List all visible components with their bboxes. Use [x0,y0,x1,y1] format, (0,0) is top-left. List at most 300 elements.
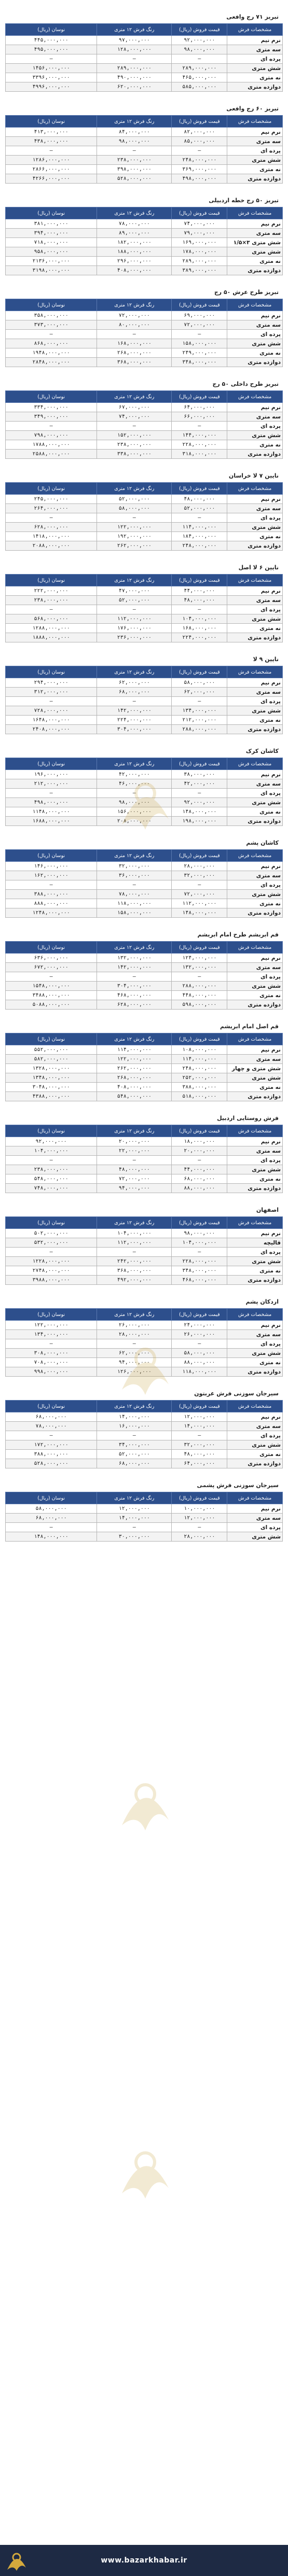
table-row [6,1229,283,1238]
price-cell: ۹۲,۰۰۰,۰۰۰ [172,798,227,807]
price-cell: ۹۸,۰۰۰,۰۰۰ [97,137,172,146]
price-section [5,1285,283,1377]
price-cell: ۱۹۴۸,۰۰۰,۰۰۰ [6,348,97,358]
carpet-size-cell: سه متری [227,1055,283,1064]
column-header: نوسان (ریال) [6,942,97,954]
price-cell: — [6,697,97,706]
price-table [5,758,283,826]
column-header: مشخصات فرش [227,1492,283,1504]
table-row [6,495,283,504]
price-cell: ۱۲۸۸,۰۰۰,۰۰۰ [6,624,97,633]
table-row [6,1450,283,1459]
column-header: قیمت فروش (ریال) [172,666,227,678]
price-cell: ۱۰۴,۰۰۰,۰۰۰ [172,1238,227,1248]
price-cell: — [172,422,227,431]
price-cell: ۱۸۸,۰۰۰,۰۰۰ [97,247,172,257]
price-cell: ۸۹,۰۰۰,۰۰۰ [97,229,172,238]
price-cell: ۹۹۸,۰۰۰,۰۰۰ [6,1367,97,1377]
price-cell: ۳۲,۰۰۰,۰۰۰ [172,871,227,880]
table-row [6,1248,283,1257]
column-header: قیمت فروش (ریال) [172,1217,227,1229]
price-cell: ۹۲,۰۰۰,۰۰۰ [6,1137,97,1146]
carpet-size-cell: قالیچه [227,1238,283,1248]
section-title: سیرجان سوزنی فرش عربتون [194,1390,279,1397]
carpet-size-cell: شش متری ۳×۱/۵ [227,238,283,247]
table-row [6,541,283,551]
price-cell: ۶۸,۰۰۰,۰۰۰ [6,1412,97,1422]
price-cell: ۶۸,۰۰۰,۰۰۰ [97,688,172,697]
price-cell: ۲۴۰۸,۰۰۰,۰۰۰ [6,725,97,734]
carpet-size-cell: شش متری [227,1440,283,1450]
carpet-size-cell: پرده ای [227,54,283,64]
carpet-size-cell: شش متری [227,523,283,532]
price-cell: ۹۸,۰۰۰,۰۰۰ [172,45,227,54]
price-cell: — [6,54,97,64]
price-cell: ۲۸۹,۰۰۰,۰۰۰ [172,64,227,73]
price-cell: — [97,605,172,614]
price-cell: ۶۲۸,۰۰۰,۰۰۰ [97,1000,172,1010]
price-cell: ۳۸,۰۰۰,۰۰۰ [172,770,227,779]
price-cell: ۸۲,۰۰۰,۰۰۰ [172,128,227,137]
table-row [6,954,283,963]
column-header: مشخصات فرش [227,1125,283,1137]
carpet-size-cell: دوازده متری [227,1367,283,1377]
price-cell: ۳۳۸,۰۰۰,۰۰۰ [97,450,172,459]
price-cell: ۴۳۸,۰۰۰,۰۰۰ [6,137,97,146]
table-row [6,36,283,45]
table-row [6,633,283,642]
carpet-size-cell: شش متری [227,706,283,716]
price-cell: ۵۰۲,۰۰۰,۰۰۰ [6,1229,97,1238]
price-cell: ۶۹,۰۰۰,۰۰۰ [172,311,227,320]
carpet-size-cell: سه متری [227,963,283,972]
price-cell: ۲۶۸,۰۰۰,۰۰۰ [97,348,172,358]
table-row [6,688,283,697]
column-header: نوسان (ریال) [6,1492,97,1504]
table-row [6,146,283,156]
price-section [5,1010,283,1101]
column-header: نوسان (ریال) [6,1217,97,1229]
column-header: رنگ فرش ۱۲ متری [97,1492,172,1504]
column-header: قیمت فروش (ریال) [172,391,227,403]
price-cell: — [172,1431,227,1440]
price-cell: ۱۲۲,۰۰۰,۰۰۰ [97,1055,172,1064]
price-cell: ۳۱۹۸,۰۰۰,۰۰۰ [6,266,97,275]
watermark-logo-icon [106,2131,184,2214]
carpet-size-cell: شش متری [227,247,283,257]
price-cell: ۲۴۲,۰۰۰,۰۰۰ [97,1257,172,1266]
price-cell: ۲۵۸۸,۰۰۰,۰۰۰ [6,450,97,459]
carpet-size-cell: شش متری [227,982,283,991]
price-cell: ۵۶۸,۰۰۰,۰۰۰ [6,614,97,624]
carpet-size-cell: پرده ای [227,422,283,431]
column-header: قیمت فروش (ریال) [172,24,227,36]
price-cell: ۳۴۸,۰۰۰,۰۰۰ [172,1266,227,1276]
carpet-size-cell: نه متری [227,1450,283,1459]
table-row [6,1073,283,1083]
price-cell: ۵۵۲,۰۰۰,۰۰۰ [6,1045,97,1055]
table-row [6,1412,283,1422]
price-cell: ۴۱۳,۰۰۰,۰۰۰ [6,128,97,137]
carpet-size-cell: دوازده متری [227,908,283,918]
column-header: قیمت فروش (ریال) [172,483,227,495]
price-cell: ۱۸,۰۰۰,۰۰۰ [172,1137,227,1146]
price-cell: ۵۸,۰۰۰,۰۰۰ [6,1504,97,1514]
price-cell: ۲۴۵,۰۰۰,۰۰۰ [6,495,97,504]
price-cell: ۲۶۲,۰۰۰,۰۰۰ [97,1064,172,1073]
price-cell: ۱۸۲,۰۰۰,۰۰۰ [97,238,172,247]
table-row [6,422,283,431]
table-row [6,614,283,624]
table-row [6,257,283,266]
table-row [6,1184,283,1193]
column-header: رنگ فرش ۱۲ متری [97,299,172,311]
price-cell: — [172,880,227,890]
price-cell: ۱۵۲,۰۰۰,۰۰۰ [97,431,172,440]
table-row [6,1367,283,1377]
price-cell: ۲۳۶,۰۰۰,۰۰۰ [97,633,172,642]
price-cell: — [172,1156,227,1165]
price-cell: ۲۶۲,۰۰۰,۰۰۰ [97,541,172,551]
carpet-size-cell: سه متری [227,871,283,880]
column-header: رنگ فرش ۱۲ متری [97,391,172,403]
carpet-size-cell: شش متری [227,1349,283,1358]
section-title: اصفهان [256,1207,279,1213]
table-row [6,789,283,798]
price-cell: ۵۸۲,۰۰۰,۰۰۰ [6,1055,97,1064]
price-cell: ۳۰۸,۰۰۰,۰۰۰ [6,1349,97,1358]
table-row [6,320,283,330]
carpet-size-cell: پرده ای [227,1156,283,1165]
table-row [6,1257,283,1266]
section-title: فرش روستایی اردبیل [217,1115,279,1122]
column-header: مشخصات فرش [227,942,283,954]
price-cell: ۱۵۸,۰۰۰,۰۰۰ [172,339,227,348]
price-cell: ۱۶۸۸,۰۰۰,۰۰۰ [6,817,97,826]
carpet-size-cell: نرم نیم [227,311,283,320]
price-cell: ۵۴۸,۰۰۰,۰۰۰ [97,1092,172,1101]
price-cell: ۱۷۶,۰۰۰,۰۰۰ [97,624,172,633]
price-cell: — [97,697,172,706]
carpet-size-cell: دوازده متری [227,174,283,184]
carpet-size-cell: نه متری [227,991,283,1000]
table-row [6,532,283,541]
price-cell: ۱۳۴۸,۰۰۰,۰۰۰ [6,1073,97,1083]
carpet-size-cell: نرم نیم [227,219,283,229]
price-cell: ۲۰,۰۰۰,۰۰۰ [97,1137,172,1146]
table-row [6,697,283,706]
price-cell: — [6,880,97,890]
carpet-size-cell: پرده ای [227,1431,283,1440]
carpet-size-cell: نرم نیم [227,36,283,45]
price-cell: ۴۴,۰۰۰,۰۰۰ [172,1165,227,1174]
table-row [6,440,283,450]
price-cell: ۱۰,۰۰۰,۰۰۰ [172,1504,227,1514]
carpet-size-cell: شش متری [227,890,283,899]
carpet-size-cell: شش متری [227,156,283,165]
carpet-size-cell: دوازده متری [227,1184,283,1193]
section-title: تبریز ۶۰ رج وافعی [226,105,279,112]
table-row [6,1055,283,1064]
table-row [6,412,283,422]
price-cell: ۳۶۹,۰۰۰,۰۰۰ [172,165,227,174]
carpet-size-cell: شش متری [227,1257,283,1266]
price-cell: ۷۴,۰۰۰,۰۰۰ [172,219,227,229]
price-cell: — [6,146,97,156]
table-row [6,339,283,348]
price-cell: ۵۸,۰۰۰,۰۰۰ [172,678,227,688]
price-section [5,459,283,551]
price-cell: ۵۸,۰۰۰,۰۰۰ [97,504,172,513]
price-cell: ۴۶۸,۰۰۰,۰۰۰ [97,991,172,1000]
table-row [6,1431,283,1440]
carpet-size-cell: شش متری [227,64,283,73]
carpet-size-cell: نرم نیم [227,403,283,412]
carpet-size-cell: پرده ای [227,330,283,339]
price-cell: ۶۲۸,۰۰۰,۰۰۰ [6,523,97,532]
column-header: نوسان (ریال) [6,666,97,678]
column-header: مشخصات فرش [227,758,283,770]
carpet-size-cell: نرم نیم [227,495,283,504]
price-cell: ۱۱۸,۰۰۰,۰۰۰ [97,899,172,908]
price-cell: ۶۲۰,۰۰۰,۰۰۰ [97,82,172,92]
column-header: قیمت فروش (ریال) [172,1401,227,1412]
price-section [5,275,283,367]
price-cell: ۵۸۵,۰۰۰,۰۰۰ [172,82,227,92]
price-cell: — [97,1248,172,1257]
carpet-size-cell: نه متری [227,532,283,541]
footer-bar [0,2545,288,2576]
column-header: رنگ فرش ۱۲ متری [97,575,172,586]
table-row [6,1165,283,1174]
price-cell: ۵۲۸,۰۰۰,۰۰۰ [6,1459,97,1468]
price-cell: ۵۸,۰۰۰,۰۰۰ [172,1349,227,1358]
price-cell: — [172,513,227,523]
price-cell: ۸۸,۰۰۰,۰۰۰ [172,1358,227,1367]
carpet-size-cell: نه متری [227,807,283,817]
price-cell: ۳۲,۰۰۰,۰۰۰ [97,862,172,871]
table-row [6,403,283,412]
price-cell: ۲۹۶,۰۰۰,۰۰۰ [97,257,172,266]
column-header: نوسان (ریال) [6,575,97,586]
price-table [5,849,283,918]
price-cell: ۶۲,۰۰۰,۰۰۰ [97,1349,172,1358]
column-header: مشخصات فرش [227,575,283,586]
price-cell: ۷۰۸,۰۰۰,۰۰۰ [6,1358,97,1367]
price-cell: ۴۸,۰۰۰,۰۰۰ [172,596,227,605]
carpet-size-cell: سه متری [227,504,283,513]
table-row [6,73,283,82]
price-cell: ۴۹۹۶,۰۰۰,۰۰۰ [6,82,97,92]
column-header: نوسان (ریال) [6,1401,97,1412]
price-cell: — [97,880,172,890]
price-cell: ۱۴۸,۰۰۰,۰۰۰ [172,807,227,817]
price-cell: — [172,146,227,156]
price-cell: ۶۲,۰۰۰,۰۰۰ [97,678,172,688]
price-cell: — [172,605,227,614]
price-cell: ۹۵۸,۰۰۰,۰۰۰ [6,247,97,257]
table-header-row [6,116,283,128]
carpet-size-cell: نرم نیم [227,1229,283,1238]
price-cell: ۱۴۴,۰۰۰,۰۰۰ [172,431,227,440]
price-cell: ۷۹۸,۰۰۰,۰۰۰ [6,431,97,440]
carpet-size-cell: شش متری [227,1073,283,1083]
carpet-size-cell: دوازده متری [227,358,283,367]
price-cell: ۴۴,۰۰۰,۰۰۰ [172,586,227,596]
table-row [6,165,283,174]
column-header: مشخصات فرش [227,24,283,36]
table-row [6,1339,283,1349]
price-cell: — [97,1523,172,1532]
column-header: مشخصات فرش [227,299,283,311]
price-cell: — [6,513,97,523]
price-cell: ۷۸,۰۰۰,۰۰۰ [6,1422,97,1431]
table-row [6,1330,283,1339]
price-cell: ۲۸۴۸,۰۰۰,۰۰۰ [6,358,97,367]
price-cell: ۷۲۸,۰۰۰,۰۰۰ [6,706,97,716]
price-cell: ۵۴۸,۰۰۰,۰۰۰ [6,1174,97,1184]
price-cell: ۵۳۲,۰۰۰,۰۰۰ [6,1238,97,1248]
site-url[interactable]: www.bazarkhabar.ir [101,2556,187,2565]
price-cell: ۴۳۸۸,۰۰۰,۰۰۰ [6,1092,97,1101]
table-row [6,238,283,247]
column-header: رنگ فرش ۱۲ متری [97,758,172,770]
carpet-size-cell: نرم نیم [227,770,283,779]
column-header: رنگ فرش ۱۲ متری [97,1125,172,1137]
table-row [6,1137,283,1146]
carpet-size-cell: شش متری [227,614,283,624]
column-header: نوسان (ریال) [6,299,97,311]
price-cell: ۶۸,۰۰۰,۰۰۰ [172,1174,227,1184]
carpet-size-cell: سه متری [227,412,283,422]
price-cell: ۳۱۸,۰۰۰,۰۰۰ [172,450,227,459]
price-cell: ۲۴۸,۰۰۰,۰۰۰ [172,1064,227,1073]
table-row [6,1422,283,1431]
column-header: قیمت فروش (ریال) [172,207,227,219]
price-cell: ۲۳۸,۰۰۰,۰۰۰ [97,440,172,450]
price-cell: — [172,1339,227,1349]
price-cell: — [172,697,227,706]
price-cell: ۱۱۲,۰۰۰,۰۰۰ [172,899,227,908]
table-row [6,899,283,908]
carpet-size-cell: نه متری [227,165,283,174]
carpet-size-cell: دوازده متری [227,1092,283,1101]
price-cell: ۳۳۹۶,۰۰۰,۰۰۰ [6,73,97,82]
price-cell: ۱۶۴۸,۰۰۰,۰۰۰ [6,716,97,725]
column-header: نوسان (ریال) [6,391,97,403]
price-cell: ۶۶,۰۰۰,۰۰۰ [172,412,227,422]
table-row [6,605,283,614]
price-cell: ۴۰۸,۰۰۰,۰۰۰ [97,266,172,275]
price-cell: ۲۸۹,۰۰۰,۰۰۰ [172,257,227,266]
table-header-row [6,1033,283,1045]
table-row [6,45,283,54]
price-cell: ۱۴,۰۰۰,۰۰۰ [97,1514,172,1523]
price-cell: ۳۷۳,۰۰۰,۰۰۰ [6,320,97,330]
carpet-size-cell: سه متری [227,320,283,330]
table-header-row [6,1217,283,1229]
table-row [6,1440,283,1450]
price-cell: — [172,54,227,64]
table-row [6,779,283,789]
carpet-size-cell: دوازده متری [227,82,283,92]
price-cell: ۳۹۸,۰۰۰,۰۰۰ [97,165,172,174]
table-row [6,624,283,633]
carpet-size-cell: نه متری [227,716,283,725]
column-header: مشخصات فرش [227,391,283,403]
price-cell: ۱۲,۰۰۰,۰۰۰ [172,1412,227,1422]
price-cell: ۱۴۲,۰۰۰,۰۰۰ [97,963,172,972]
price-table [5,1400,283,1468]
column-header: رنگ فرش ۱۲ متری [97,942,172,954]
table-row [6,991,283,1000]
price-cell: ۴۶,۰۰۰,۰۰۰ [97,779,172,789]
table-row [6,982,283,991]
column-header: قیمت فروش (ریال) [172,758,227,770]
price-section [5,1468,283,1542]
price-cell: — [97,1156,172,1165]
price-cell: ۳۲,۰۰۰,۰۰۰ [172,1440,227,1450]
table-row [6,871,283,880]
price-cell: ۱۴,۰۰۰,۰۰۰ [172,1422,227,1431]
price-cell: — [172,789,227,798]
price-cell: ۱۴۸,۰۰۰,۰۰۰ [172,908,227,918]
carpet-size-cell: سه متری [227,1330,283,1339]
price-cell: ۲۶,۰۰۰,۰۰۰ [172,1330,227,1339]
price-cell: ۳۴۸,۰۰۰,۰۰۰ [172,358,227,367]
carpet-size-cell: شش متری و چهار [227,1064,283,1073]
table-row [6,706,283,716]
table-row [6,450,283,459]
price-cell: — [6,605,97,614]
price-cell: ۲۴,۰۰۰,۰۰۰ [172,1321,227,1330]
carpet-size-cell: دوازده متری [227,1459,283,1468]
price-cell: ۲۴۸,۰۰۰,۰۰۰ [172,156,227,165]
price-cell: ۲۸۸,۰۰۰,۰۰۰ [172,725,227,734]
carpet-size-cell: نرم نیم [227,1504,283,1514]
price-cell: ۲۸۹,۰۰۰,۰۰۰ [97,64,172,73]
price-section [5,734,283,826]
price-section [5,367,283,459]
table-row [6,1358,283,1367]
price-cell: ۴۴۵,۰۰۰,۰۰۰ [6,36,97,45]
carpet-size-cell: دوازده متری [227,1276,283,1285]
carpet-size-cell: پرده ای [227,697,283,706]
price-cell: ۲۰۸,۰۰۰,۰۰۰ [97,817,172,826]
price-cell: ۴۶۵,۰۰۰,۰۰۰ [172,73,227,82]
price-cell: ۳۸۱,۰۰۰,۰۰۰ [6,219,97,229]
price-cell: ۸۶۸,۰۰۰,۰۰۰ [6,339,97,348]
price-cell: ۷۸,۰۰۰,۰۰۰ [97,890,172,899]
carpet-size-cell: پرده ای [227,605,283,614]
table-row [6,82,283,92]
table-row [6,1276,283,1285]
column-header: مشخصات فرش [227,1401,283,1412]
table-row [6,128,283,137]
price-cell: ۵۲,۰۰۰,۰۰۰ [97,596,172,605]
carpet-size-cell: سه متری [227,596,283,605]
table-row [6,1523,283,1532]
price-cell: ۱۲۸۶,۰۰۰,۰۰۰ [6,156,97,165]
column-header: نوسان (ریال) [6,24,97,36]
table-row [6,1000,283,1010]
carpet-size-cell: نرم نیم [227,1045,283,1055]
carpet-size-cell: نرم نیم [227,586,283,596]
column-header: قیمت فروش (ریال) [172,850,227,862]
table-row [6,54,283,64]
price-cell: ۵۹۸,۰۰۰,۰۰۰ [172,1000,227,1010]
price-cell: ۲۸۶۶,۰۰۰,۰۰۰ [6,165,97,174]
